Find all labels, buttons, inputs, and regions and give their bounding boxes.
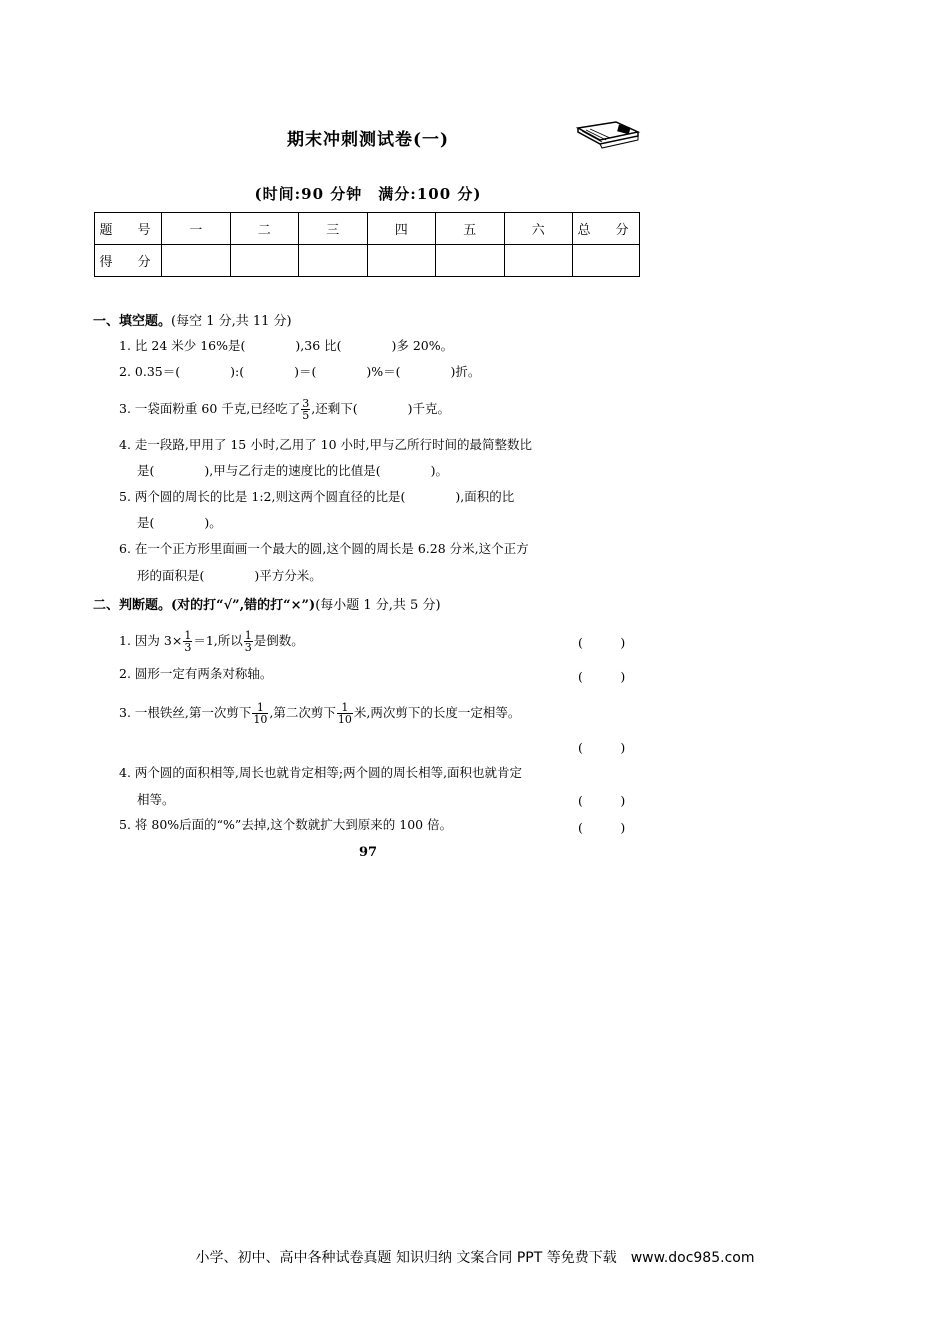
fraction xyxy=(252,702,268,725)
fraction-denominator: 3 xyxy=(244,641,252,654)
table-cell: 三 xyxy=(299,213,368,245)
fraction-numerator: 1 xyxy=(244,629,252,642)
table-row xyxy=(95,245,640,277)
section-heading xyxy=(93,594,441,613)
page-number: 97 xyxy=(358,845,378,860)
section-note: (每小题 1 分,共 5 分) xyxy=(315,598,441,613)
fraction-numerator: 1 xyxy=(184,629,192,642)
fraction-numerator: 1 xyxy=(252,702,268,714)
question-item xyxy=(119,630,304,653)
question-text: ,第二次剪下 xyxy=(269,705,336,720)
table-row xyxy=(95,213,640,245)
question-item xyxy=(119,702,520,725)
question-item: 5. 两个圆的周长的比是 1:2,则这两个圆直径的比是( ),面积的比 xyxy=(119,489,515,504)
section-title: 一、填空题。 xyxy=(93,314,172,329)
question-continuation: 相等。 xyxy=(137,792,175,807)
fraction xyxy=(244,630,253,653)
exam-info: (时间:90 分钟 满分:100 分) xyxy=(254,185,482,203)
fraction xyxy=(183,630,192,653)
question-item: 6. 在一个正方形里面画一个最大的圆,这个圆的周长是 6.28 分米,这个正方 xyxy=(119,541,529,556)
score-cell xyxy=(573,245,640,277)
page-title: 期末冲刺测试卷(一) xyxy=(286,130,450,150)
answer-blank[interactable]: ( ) xyxy=(578,740,626,755)
score-table xyxy=(94,212,640,277)
section-heading xyxy=(93,310,292,329)
fraction-numerator: 3 xyxy=(302,397,310,410)
fraction-numerator: 1 xyxy=(337,702,353,714)
fraction-denominator: 10 xyxy=(253,713,268,726)
fraction-denominator: 5 xyxy=(302,409,310,422)
question-text: 是倒数。 xyxy=(253,633,304,648)
question-text: 1. 因为 3× xyxy=(119,633,183,648)
table-cell: 二 xyxy=(230,213,299,245)
table-cell: 一 xyxy=(162,213,231,245)
question-text: ＝1,所以 xyxy=(193,633,243,648)
score-cell xyxy=(504,245,573,277)
answer-blank[interactable]: ( ) xyxy=(578,793,626,808)
fraction-denominator: 10 xyxy=(337,713,352,726)
table-cell: 总 分 xyxy=(573,213,640,245)
score-cell xyxy=(299,245,368,277)
score-cell xyxy=(367,245,436,277)
table-cell: 五 xyxy=(436,213,505,245)
score-cell xyxy=(162,245,231,277)
table-cell: 四 xyxy=(367,213,436,245)
question-text: 米,两次剪下的长度一定相等。 xyxy=(353,705,521,720)
question-continuation: 形的面积是( )平方分米。 xyxy=(137,568,322,583)
footer-text: 小学、初中、高中各种试卷真题 知识归纳 文案合同 PPT 等免费下载 www.doc985.com xyxy=(195,1250,755,1266)
question-item: 4. 两个圆的面积相等,周长也就肯定相等;两个圆的周长相等,面积也就肯定 xyxy=(119,765,523,780)
question-text: ,还剩下( )千克。 xyxy=(311,401,450,416)
answer-blank[interactable]: ( ) xyxy=(578,635,626,650)
question-item: 1. 比 24 米少 16%是( ),36 比( )多 20%。 xyxy=(119,338,454,353)
fraction-denominator: 3 xyxy=(184,641,192,654)
table-cell: 题 号 xyxy=(95,213,162,245)
question-item xyxy=(119,398,450,421)
question-continuation: 是( )。 xyxy=(137,515,222,530)
score-cell xyxy=(230,245,299,277)
section-note: (每空 1 分,共 11 分) xyxy=(171,314,292,329)
book-icon xyxy=(572,118,642,150)
question-item: 4. 走一段路,甲用了 15 小时,乙用了 10 小时,甲与乙所行时间的最简整数比 xyxy=(119,437,533,452)
score-cell xyxy=(436,245,505,277)
question-item: 2. 0.35＝( ):( )＝( )%＝( )折。 xyxy=(119,364,481,379)
question-text: 3. 一根铁丝,第一次剪下 xyxy=(119,705,252,720)
question-item: 5. 将 80%后面的“%”去掉,这个数就扩大到原来的 100 倍。 xyxy=(119,817,453,832)
table-cell: 六 xyxy=(504,213,573,245)
answer-blank[interactable]: ( ) xyxy=(578,669,626,684)
fraction xyxy=(337,702,353,725)
answer-blank[interactable]: ( ) xyxy=(578,820,626,835)
question-text: 3. 一袋面粉重 60 千克,已经吃了 xyxy=(119,401,301,416)
fraction xyxy=(301,398,310,421)
question-item: 2. 圆形一定有两条对称轴。 xyxy=(119,666,273,681)
question-continuation: 是( ),甲与乙行走的速度比的比值是( )。 xyxy=(137,463,448,478)
section-title: 二、判断题。(对的打“√”,错的打“×”) xyxy=(93,598,316,613)
table-cell: 得 分 xyxy=(95,245,162,277)
